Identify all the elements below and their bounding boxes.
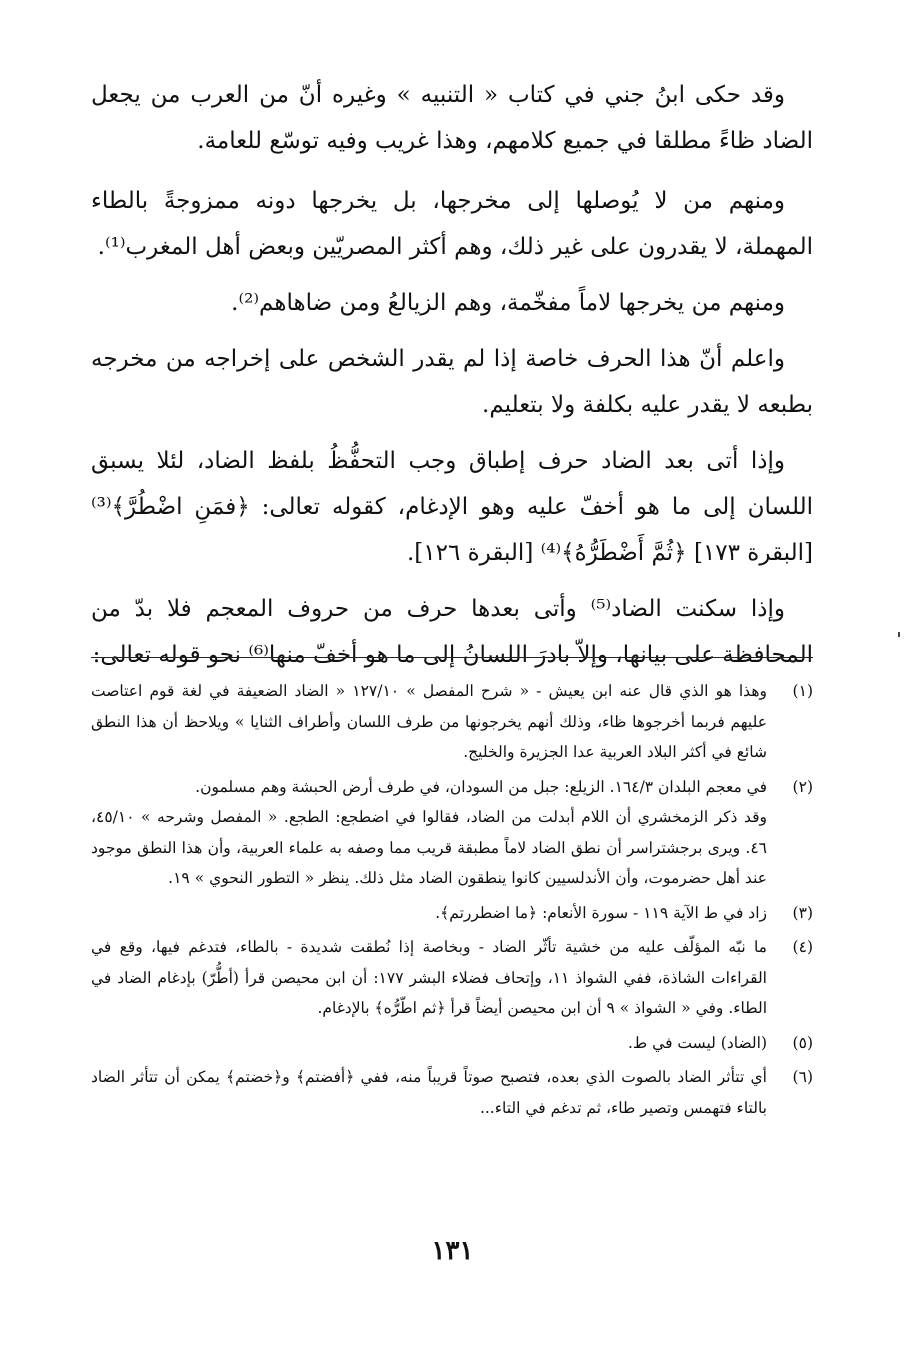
scan-mark [898,632,900,637]
footnote-body [91,676,767,768]
footnote [91,898,813,929]
footnote-divider [91,657,813,658]
footnote [91,932,813,1024]
footnote [91,1062,813,1123]
paragraph: ومنهم من لا يُوصلها إلى مخرجها، بل يخرجها دونه ممزوجةً بالطاء المهملة، لا يقدرون على غير ذلك، وهم أكثر المصريّين وبعض أهل المغرب⁽¹⁾. [91,188,813,260]
footnote [91,676,813,768]
footnotes [91,676,813,1127]
paragraph: واعلم أنّ هذا الحرف خاصة إذا لم يقدر الشخص على إخراجه من مخرجه بطبعه لا يقدر عليه بكلفة ولا بتعليم. [91,346,813,418]
footnote-number: (٦) [792,1068,813,1086]
footnote [91,772,813,894]
footnote [91,1028,813,1059]
footnote-text: في معجم البلدان ١٦٤/٣. الزيلع: جبل من السودان، في طرف أرض الحبشة وهم مسلمون. [195,777,767,796]
main-text [91,72,813,688]
footnote-text: (الضاد) ليست في ط. [627,1033,767,1052]
footnote-text: أي تتأثر الضاد بالصوت الذي بعده، فتصبح صوتاً قريباً منه، ففي ﴿أفضتم﴾ و﴿خضتم﴾ يمكن أن تتأثر الضاد بالتاء فتهمس وتصير طاء، ثم تدغم في التاء... [91,1068,767,1117]
footnote-body [91,932,767,1024]
footnote-number: (٢) [792,777,813,796]
footnote-text: ما نبّه المؤلّف عليه من خشية تأثّر الضاد - وبخاصة إذا نُطقت شديدة - بالطاء، فتدغم فيها، وقع في القراءات الشاذة، ففي الشواذ ١١، وإتحاف فضلاء البشر ١٧٧: أن ابن محيصن قرأ (أطُّرّ) بإدغام الضاد في الطاء. وفي « الشواذ » ٩ أن ابن محيصن أيضاً قرأ ﴿ثم اطّرُّه﴾ بالإدغام. [91,938,767,1017]
footnote-text: وهذا هو الذي قال عنه ابن يعيش - « شرح المفصل » ١٢٧/١٠ « الضاد الضعيفة في لغة قوم اعتاصت عليهم فربما أخرجوها ظاء، وذلك أنهم يخرجونها من طرف اللسان وأطراف الثنايا » ويلاحظ أن هذا النطق شائع في أكثر البلاد العربية عدا الجزيرة والخليج. [91,682,767,761]
footnote-text: وقد ذكر الزمخشري أن اللام أبدلت من الضاد، فقالوا في اضطجع: الطجع. « المفصل وشرحه » ٤٥/١٠، ٤٦. ويرى برجشتراسر أن نطق الضاد لاماً مطبقة قريب مما وصفه به علماء العربية، وأن هذا النطق موجود عند أهل حضرموت، وأن الأندلسيين كانوا ينطقون الضاد مثل ذلك. ينظر « التطور النحوي » ١٩. [91,808,767,887]
footnote-number: (٥) [792,1033,813,1052]
page-number: ١٣١ [431,1236,474,1266]
paragraph: وقد حكى ابنُ جني في كتاب « التنبيه » وغيره أنّ من العرب من يجعل الضاد ظاءً مطلقا في جميع كلامهم، وهذا غريب وفيه توسّع للعامة. [91,82,813,154]
paragraph: ومنهم من يخرجها لاماً مفخّمة، وهم الزيالعُ ومن ضاهاهم⁽²⁾. [231,290,785,316]
footnote-text: زاد في ط الآية ١١٩ - سورة الأنعام: ﴿ما اضطررتم﴾. [435,903,767,922]
footnote-body [91,898,767,929]
paragraph: وإذا سكنت الضاد⁽⁵⁾ وأتى بعدها حرف من حروف المعجم فلا بدّ من المحافظة على بيانها، وإلاّ بادرَ اللسانُ إلى ما هو أخفّ منها⁽⁶⁾ نحو قوله تعالى: [91,596,813,668]
footnote-number: (٣) [792,903,813,922]
footnote-body [91,772,767,894]
footnote-number: (١) [792,682,813,700]
footnote-number: (٤) [792,938,813,956]
footnote-body [91,1062,767,1123]
paragraph: وإذا أتى بعد الضاد حرف إطباق وجب التحفُّظُ بلفظ الضاد، لئلا يسبق اللسان إلى ما هو أخفّ عليه وهو الإدغام، كقوله تعالى: ﴿فمَنِ اضْطُرَّ﴾⁽³⁾ [البقرة ١٧٣] ﴿ثُمَّ أَضْطَرُّهُ﴾⁽⁴⁾ [البقرة ١٢٦]. [91,448,813,566]
footnote-body [91,1028,767,1059]
